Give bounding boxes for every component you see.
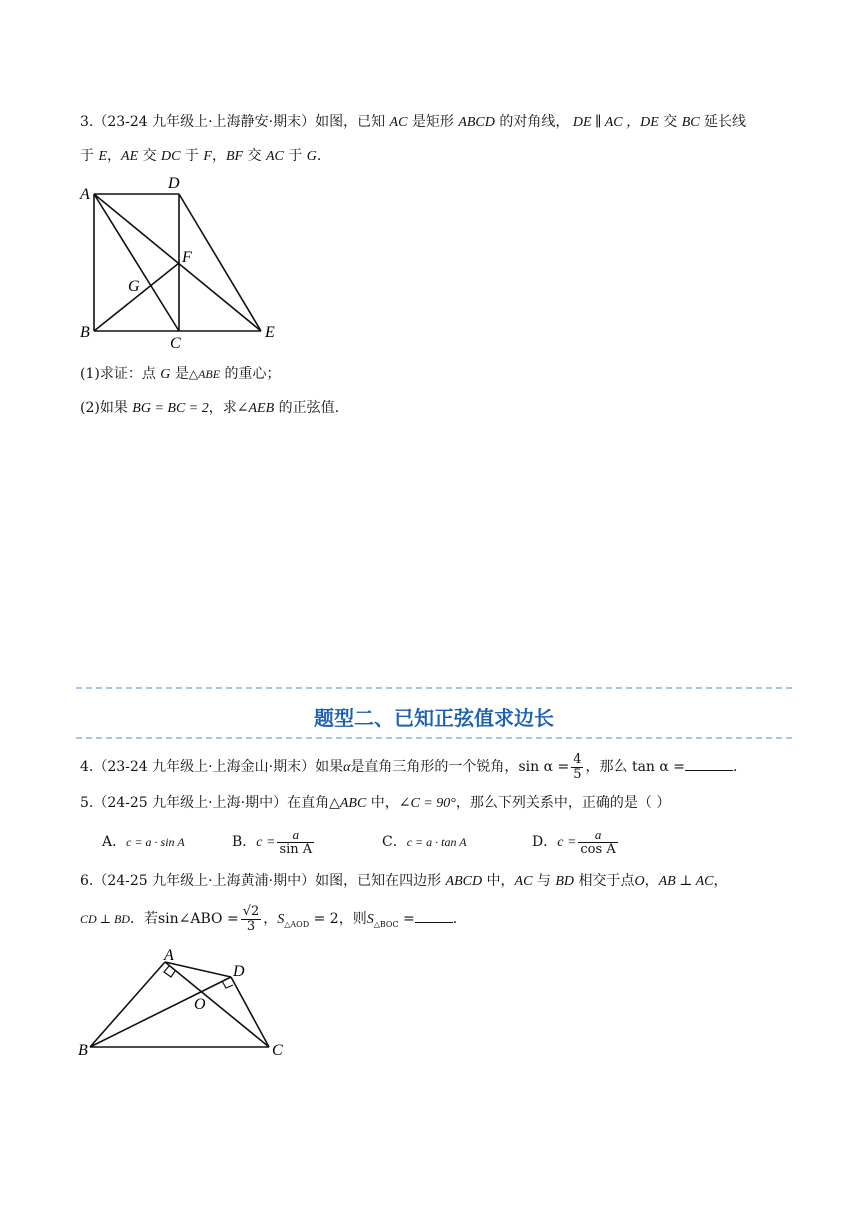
segment-DC bbox=[231, 977, 269, 1047]
q5-option-d[interactable]: D．c = $\frac{a}{\text{cos A}}$ bbox=[532, 826, 616, 857]
label-B: B bbox=[80, 324, 90, 341]
segment-BA bbox=[90, 962, 165, 1047]
section-title: 题型二、已知正弦值求边长 bbox=[314, 706, 554, 730]
q4-answer-blank[interactable] bbox=[685, 756, 733, 771]
q3-part1: (1)求证：点 G 是△ABE 的重心； bbox=[80, 366, 281, 382]
right-angle-mark-A bbox=[164, 966, 175, 977]
q6-line2: CD ⊥ BD．若sin∠ABO = $\frac{√2}{3}$ ，$S_{\triangle AOD} = 2$，则$S_{\triangle BOC}$ = . bbox=[80, 903, 458, 934]
label-C: C bbox=[170, 335, 181, 352]
q5-option-c[interactable]: C．c = a · tan A bbox=[382, 834, 467, 850]
label-B: B bbox=[78, 1042, 88, 1059]
q4-line: 4.（23-24 九年级上·上海金山·期末）如果α是直角三角形的一个锐角，sin α = $\frac{4}{5}$ ，那么 tan α = . bbox=[80, 751, 738, 782]
q3-part2: (2)如果 BG = BC = 2，求∠AEB 的正弦值. bbox=[80, 400, 340, 416]
q6-answer-blank[interactable] bbox=[415, 908, 453, 923]
label-E: E bbox=[265, 324, 275, 341]
q3-number: 3. bbox=[80, 114, 94, 130]
label-D: D bbox=[168, 175, 180, 192]
segment-BD bbox=[90, 977, 231, 1047]
label-O: O bbox=[194, 996, 206, 1013]
segment-AC bbox=[165, 962, 269, 1047]
section-divider-top bbox=[76, 687, 792, 689]
label-A: A bbox=[164, 947, 174, 964]
right-angle-mark-D bbox=[222, 981, 233, 988]
q3-figure bbox=[76, 170, 286, 354]
segment-BF bbox=[94, 263, 179, 331]
q3-source: （23-24 九年级上·上海静安·期末） bbox=[93, 114, 316, 130]
label-D: D bbox=[233, 963, 245, 980]
label-C: C bbox=[272, 1042, 283, 1059]
label-A: A bbox=[80, 186, 90, 203]
q6-figure bbox=[76, 942, 296, 1062]
section-divider-bottom bbox=[76, 737, 792, 739]
q5-option-a[interactable]: A．c = a · sin A bbox=[102, 834, 185, 850]
q5-line: 5.（24-25 九年级上·上海·期中）在直角△ABC 中，∠C = 90°，那么下列关系中，正确的是（ ） bbox=[80, 795, 671, 811]
q5-option-b[interactable]: B．c = $\frac{a}{\text{sin A}}$ bbox=[232, 826, 313, 857]
label-G: G bbox=[128, 278, 140, 295]
q6-line1: 6.（24-25 九年级上·上海黄浦·期中）如图，已知在四边形 ABCD 中，AC 与 BD 相交于点O，AB ⊥ AC， bbox=[80, 873, 728, 889]
label-F: F bbox=[182, 249, 192, 266]
q3-line1: 3.（23-24 九年级上·上海静安·期末）如图，已知 AC 是矩形 ABCD 的对角线， DE ∥ AC ，DE 交 BC 延长线 bbox=[80, 114, 747, 130]
segment-AC bbox=[94, 194, 179, 331]
q4-fraction: $\frac{4}{5}$ bbox=[573, 751, 582, 782]
q3-line2: 于 E，AE 交 DC 于 F，BF 交 AC 于 G. bbox=[80, 148, 322, 164]
